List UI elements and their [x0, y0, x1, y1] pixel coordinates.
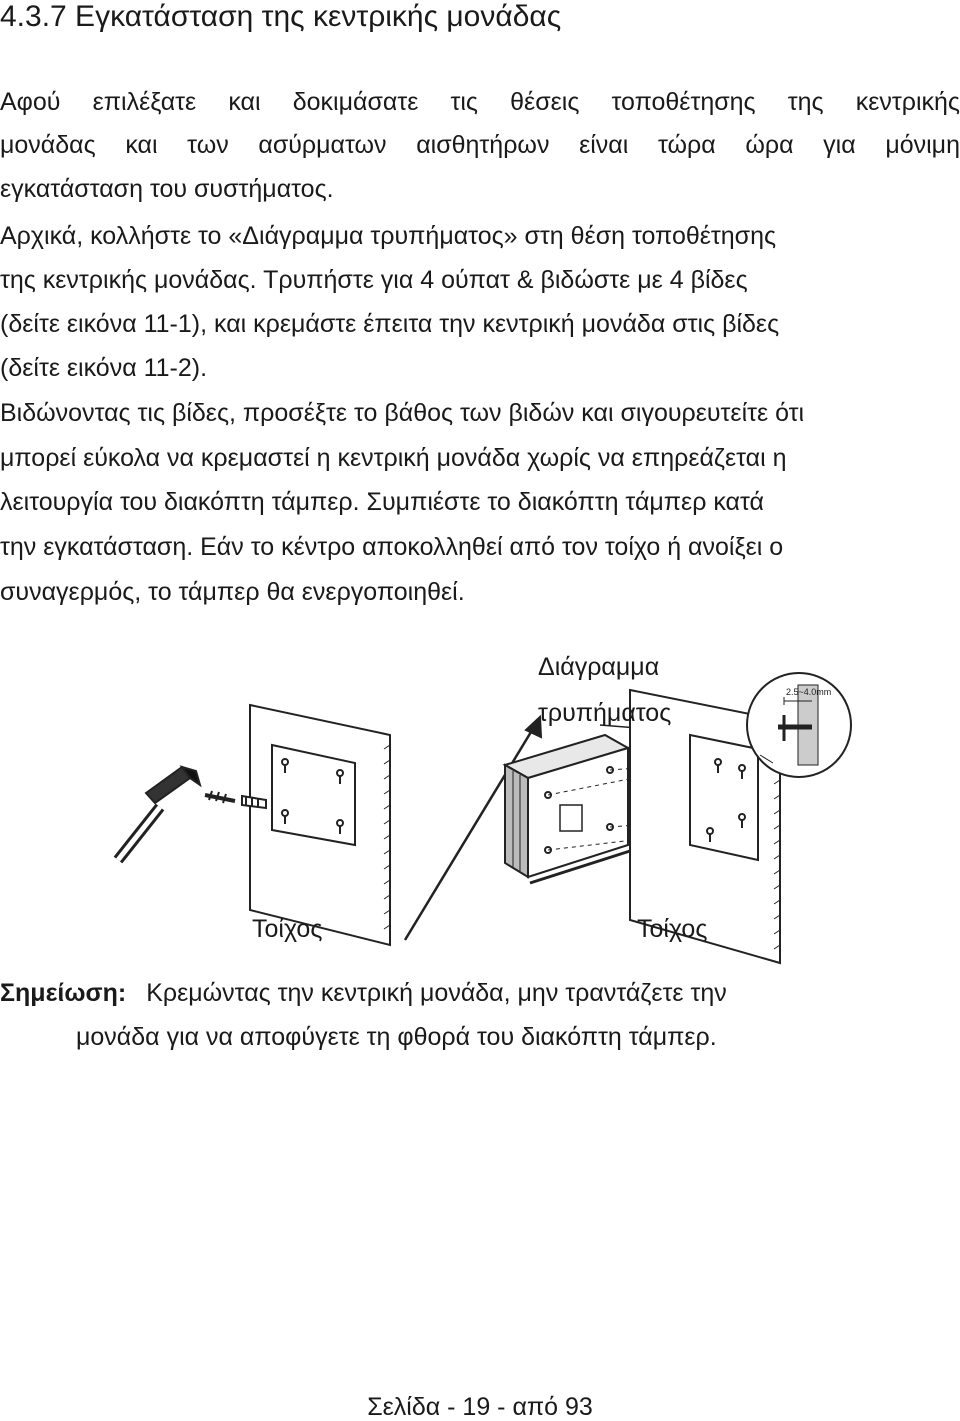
- wall-label-right: Τοίχος: [637, 915, 708, 943]
- note-label: Σημείωση:: [0, 979, 127, 1007]
- depth-label: 2.5~4.0mm: [786, 687, 832, 697]
- central-unit: [505, 735, 630, 883]
- wall-label-left: Τοίχος: [252, 915, 323, 943]
- body-line-7: (δείτε εικόνα 11-2).: [0, 354, 208, 382]
- screw-icon: [205, 791, 235, 803]
- body-line-12: συναγερμός, το τάμπερ θα ενεργοποιηθεί.: [0, 578, 465, 606]
- body-line-8: Βιδώνοντας τις βίδες, προσέξτε το βάθος των βιδών και σιγουρευτείτε ότι: [0, 399, 805, 427]
- left-wall-panel: [250, 705, 390, 945]
- body-line-6: (δείτε εικόνα 11-1), και κρεμάστε έπειτα την κεντρική μονάδα στις βίδες: [0, 310, 780, 338]
- note-line-1: [0, 978, 960, 1008]
- body-line-5: της κεντρικής μονάδας. Τρυπήστε για 4 ούπατ & βιδώστε με 4 βίδες: [0, 266, 748, 294]
- installation-illustration: [0, 645, 960, 970]
- body-line-4: Αρχικά, κολλήστε το «Διάγραμμα τρυπήματος» στη θέση τοποθέτησης: [0, 222, 777, 250]
- section-heading: 4.3.7 Εγκατάσταση της κεντρικής μονάδας: [0, 0, 562, 33]
- hammer-icon: [118, 767, 200, 860]
- page-footer: Σελίδα - 19 - από 93: [367, 1393, 593, 1421]
- body-line-9: μπορεί εύκολα να κρεμαστεί η κεντρική μονάδα χωρίς να επηρεάζεται η: [0, 444, 787, 472]
- body-line-1: Αφού επιλέξατε και δοκιμάσατε τις θέσεις τοποθέτησης της κεντρικής: [0, 88, 960, 116]
- note-line-2: μονάδα για να αποφύγετε τη φθορά του διακόπτη τάμπερ.: [76, 1023, 717, 1051]
- body-line-10: λειτουργία του διακόπτη τάμπερ. Συμπιέστε το διακόπτη τάμπερ κατά: [0, 488, 764, 516]
- body-line-2: μονάδας και των ασύρματων αισθητήρων είναι τώρα ώρα για μόνιμη: [0, 131, 960, 159]
- note-text-1: Κρεμώντας την κεντρική μονάδα, μην τραντάζετε την: [146, 979, 727, 1007]
- body-line-3: εγκατάσταση του συστήματος.: [0, 175, 334, 203]
- template-label-line1: Διάγραμμα: [538, 653, 660, 681]
- body-line-11: την εγκατάσταση. Εάν το κέντρο αποκολληθεί από τον τοίχο ή ανοίξει ο: [0, 533, 784, 561]
- template-label-line2: τρυπήματος: [538, 699, 672, 727]
